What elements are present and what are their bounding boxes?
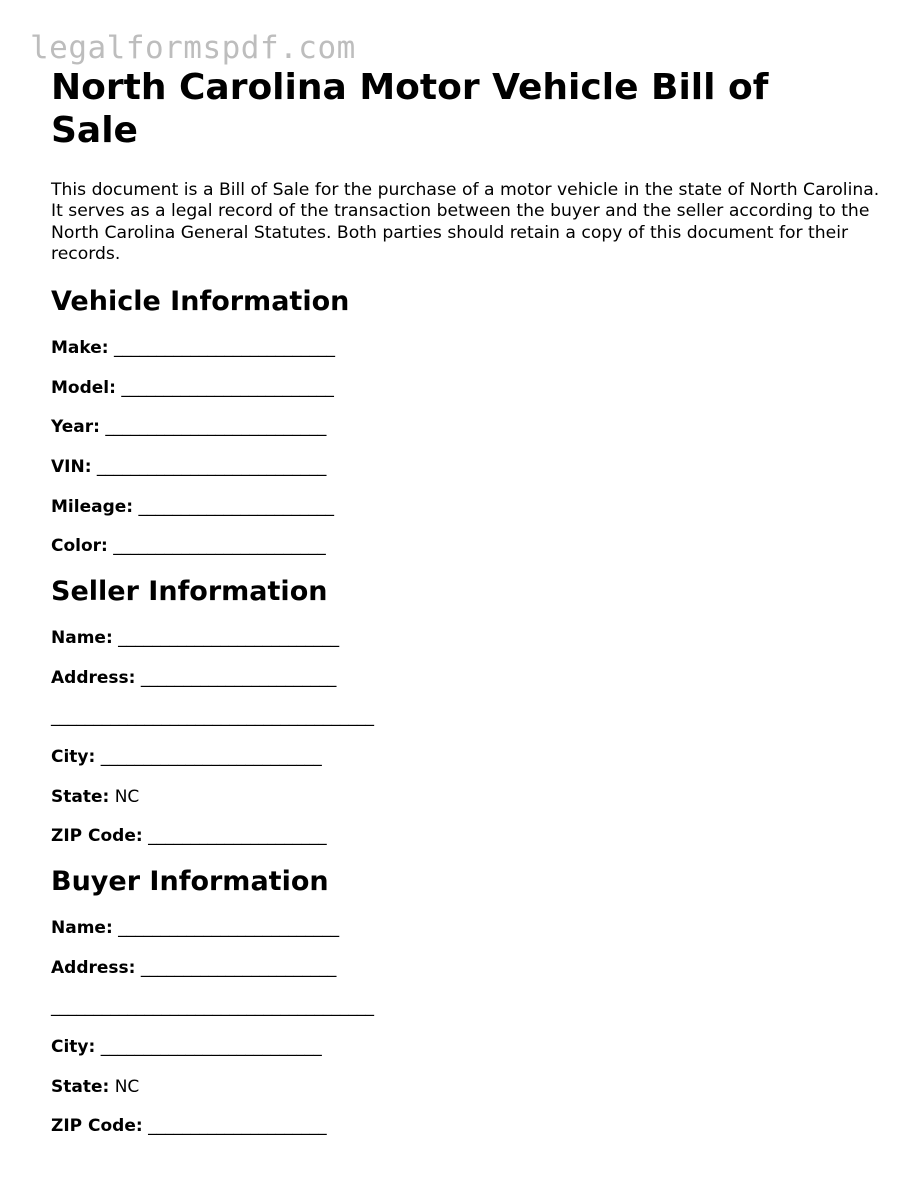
seller-state-value: NC	[114, 786, 140, 807]
make-label: Make:	[51, 338, 109, 359]
mileage-blank[interactable]: _______________________	[138, 496, 334, 517]
buyer-address-line2[interactable]	[51, 997, 881, 1017]
vin-label: VIN:	[51, 456, 92, 477]
buyer-address-label: Address:	[51, 957, 136, 978]
buyer-heading: Buyer Information	[51, 866, 329, 898]
buyer-state-field	[51, 1077, 881, 1097]
seller-zip-field[interactable]	[51, 826, 881, 846]
buyer-zip-blank[interactable]: _____________________	[148, 1116, 327, 1137]
seller-city-label: City:	[51, 746, 96, 767]
buyer-name-blank[interactable]: __________________________	[118, 918, 340, 939]
color-field[interactable]	[51, 536, 881, 556]
model-field[interactable]	[51, 378, 881, 398]
seller-address-blank[interactable]: _______________________	[140, 667, 337, 688]
year-label: Year:	[51, 417, 100, 438]
mileage-field[interactable]	[51, 497, 881, 517]
buyer-name-field[interactable]	[51, 918, 881, 938]
make-blank[interactable]: __________________________	[113, 338, 335, 359]
seller-zip-label: ZIP Code:	[51, 826, 143, 847]
model-label: Model:	[51, 377, 116, 398]
vehicle-section	[51, 285, 881, 556]
year-field[interactable]	[51, 417, 881, 437]
vin-blank[interactable]: ___________________________	[96, 456, 327, 477]
color-label: Color:	[51, 536, 108, 557]
buyer-address-field[interactable]	[51, 958, 881, 978]
buyer-address-blank[interactable]: _______________________	[140, 957, 337, 978]
seller-city-blank[interactable]: __________________________	[100, 746, 322, 767]
buyer-city-label: City:	[51, 1036, 96, 1057]
seller-state-label: State:	[51, 786, 110, 807]
vehicle-heading: Vehicle Information	[51, 286, 350, 318]
document-page	[51, 66, 881, 1136]
make-field[interactable]	[51, 338, 881, 358]
buyer-city-field[interactable]	[51, 1037, 881, 1057]
mileage-label: Mileage:	[51, 496, 134, 517]
buyer-zip-field[interactable]	[51, 1116, 881, 1136]
seller-name-blank[interactable]: __________________________	[118, 628, 340, 649]
seller-address-line2[interactable]	[51, 707, 881, 727]
seller-name-field[interactable]	[51, 628, 881, 648]
model-blank[interactable]: _________________________	[121, 377, 334, 398]
buyer-address-line2-blank[interactable]: ______________________________________	[51, 997, 374, 1018]
seller-address-field[interactable]	[51, 668, 881, 688]
seller-address-label: Address:	[51, 667, 136, 688]
watermark: legalformspdf.com	[30, 30, 356, 66]
seller-section	[51, 575, 881, 846]
intro-paragraph: This document is a Bill of Sale for the purchase of a motor vehicle in the state of North Carolina. It serves as a legal record of the transaction between the buyer and the seller according to the North Carolina General Statutes. Both parties should retain a copy of this document for their records.	[51, 180, 880, 264]
seller-state-field	[51, 787, 881, 807]
seller-heading: Seller Information	[51, 576, 328, 608]
buyer-name-label: Name:	[51, 918, 113, 939]
seller-city-field[interactable]	[51, 747, 881, 767]
buyer-city-blank[interactable]: __________________________	[100, 1036, 322, 1057]
buyer-section	[51, 865, 881, 1136]
color-blank[interactable]: _________________________	[113, 536, 326, 557]
year-blank[interactable]: __________________________	[105, 417, 327, 438]
document-title: North Carolina Motor Vehicle Bill of Sale	[51, 67, 769, 151]
seller-address-line2-blank[interactable]: ______________________________________	[51, 707, 374, 728]
buyer-state-value: NC	[114, 1076, 140, 1097]
seller-name-label: Name:	[51, 628, 113, 649]
buyer-state-label: State:	[51, 1076, 110, 1097]
vin-field[interactable]	[51, 457, 881, 477]
seller-zip-blank[interactable]: _____________________	[148, 826, 327, 847]
buyer-zip-label: ZIP Code:	[51, 1116, 143, 1137]
